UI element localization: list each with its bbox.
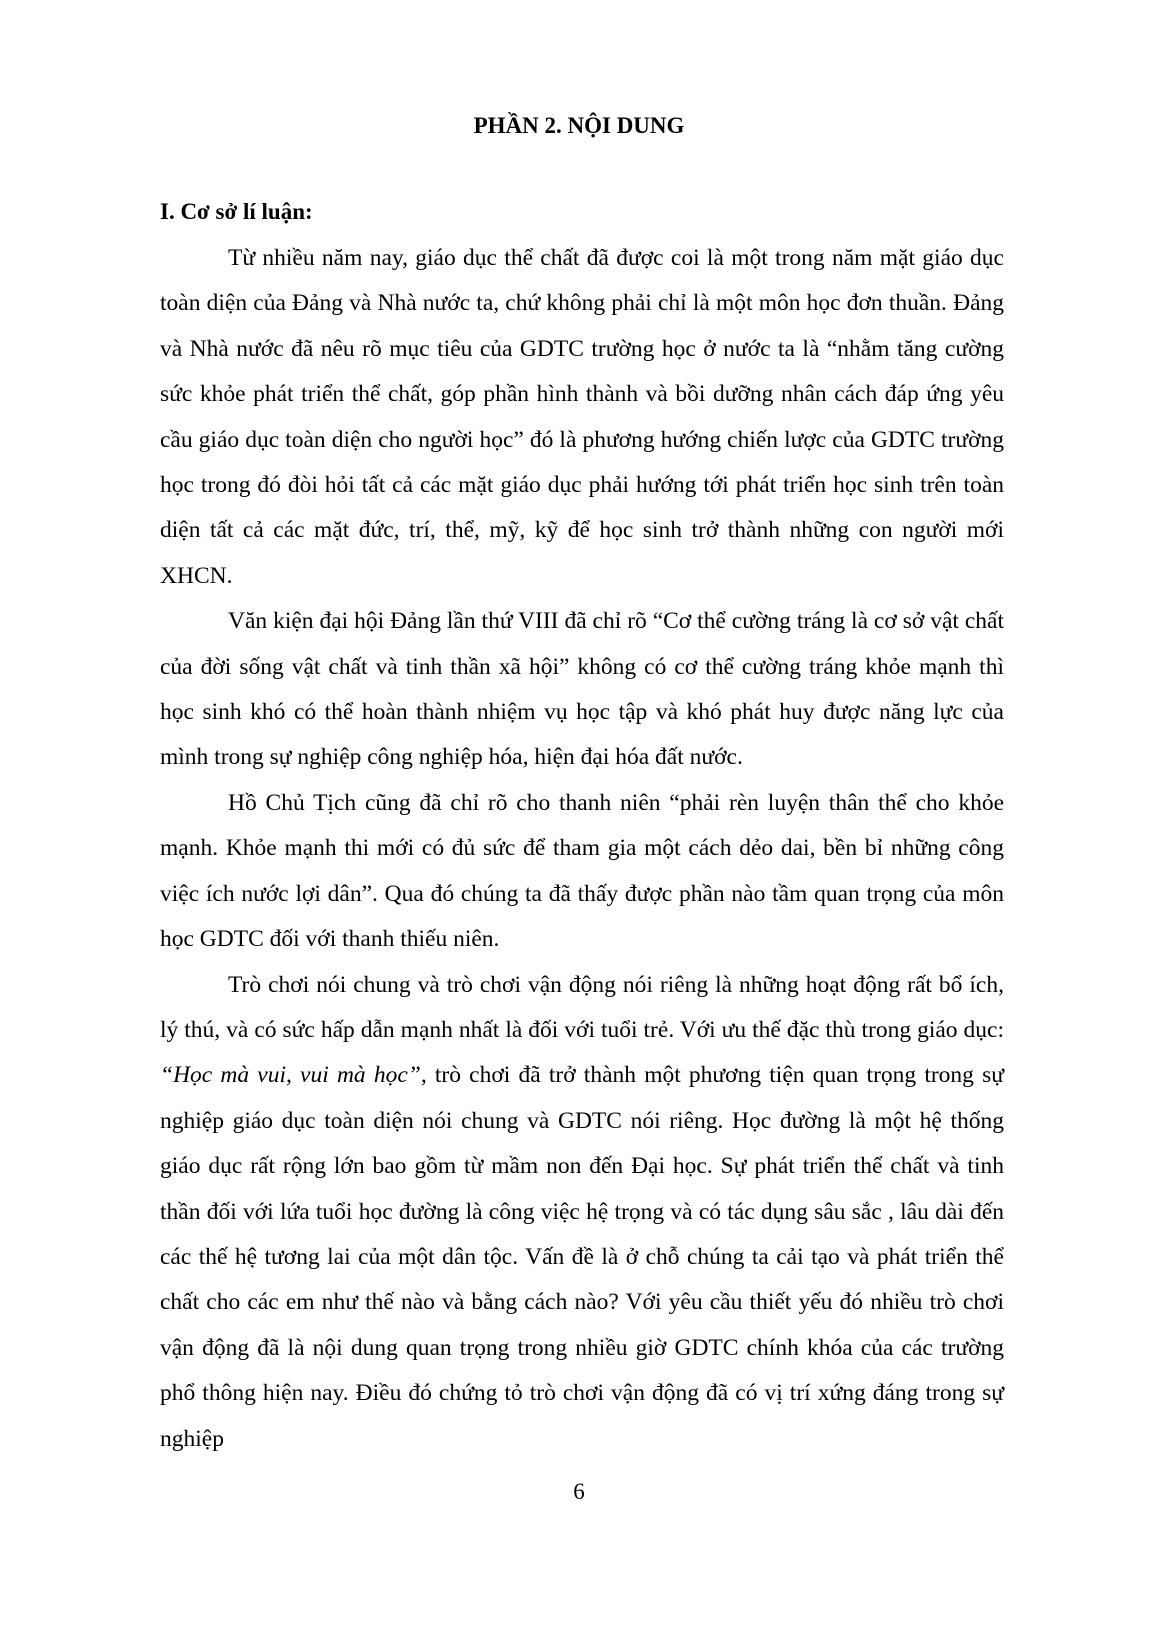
page-number: 6 bbox=[573, 1479, 585, 1504]
paragraph-1: Từ nhiều năm nay, giáo dục thể chất đã được coi là một trong năm mặt giáo dục toàn diện của Đảng và Nhà nước ta, chứ không phải chỉ là một môn học đơn thuần. Đảng và Nhà nước đã nêu rõ mục tiêu của GDTC trường học ở nước ta là “nhằm tăng cường sức khỏe phát triển thể chất, góp phần hình thành và bồi dưỡng nhân cách đáp ứng yêu cầu giáo dục toàn diện cho người học” đó là phương hướng chiến lược của GDTC trường học trong đó đòi hỏi tất cả các mặt giáo dục phải hướng tới phát triển học sinh trên toàn diện tất cả các mặt đức, trí, thể, mỹ, kỹ để học sinh trở thành những con người mới XHCN. bbox=[160, 245, 1004, 589]
page-title: PHẦN 2. NỘI DUNG bbox=[473, 113, 685, 138]
paragraph-4-text-before: Trò chơi nói chung và trò chơi vận động nói riêng là những hoạt động rất bổ ích, lý thú, và có sức hấp dẫn mạnh nhất là đối với tuổi trẻ. Với ưu thế đặc thù trong giáo dục: bbox=[160, 971, 1004, 1043]
paragraph-4-emphasis: “Học mà vui, vui mà học”, bbox=[160, 1062, 427, 1089]
section-heading: I. Cơ sở lí luận: bbox=[160, 199, 313, 224]
paragraph-2: Văn kiện đại hội Đảng lần thứ VIII đã chỉ rõ “Cơ thể cường tráng là cơ sở vật chất của đời sống vật chất và tinh thần xã hội” không có cơ thể cường tráng khỏe mạnh thì học sinh khó có thể hoàn thành nhiệm vụ học tập và khó phát huy được năng lực của mình trong sự nghiệp công nghiệp hóa, hiện đại hóa đất nước. bbox=[160, 608, 1004, 771]
paragraph-4-text-after: trò chơi đã trở thành một phương tiện quan trọng trong sự nghiệp giáo dục toàn diện nói chung và GDTC nói riêng. Học đường là một hệ thống giáo dục rất rộng lớn bao gồm từ mầm non đến Đại học. Sự phát triển thể chất và tinh thần đối với lứa tuổi học đường là công việc hệ trọng và có tác dụng sâu sắc , lâu dài đến các thế hệ tương lai của một dân tộc. Vấn đề là ở chỗ chúng ta cải tạo và phát triển thể chất cho các em như thế nào và bằng cách nào? Với yêu cầu thiết yếu đó nhiều trò chơi vận động đã là nội dung quan trọng trong nhiều giờ GDTC chính khóa của các trường phổ thông hiện nay. Điều đó chứng tỏ trò chơi vận động đã có vị trí xứng đáng trong sự nghiệp bbox=[160, 1062, 1004, 1452]
paragraph-3: Hồ Chủ Tịch cũng đã chỉ rõ cho thanh niên “phải rèn luyện thân thể cho khỏe mạnh. Khỏe mạnh thi mới có đủ sức để tham gia một cách dẻo dai, bền bỉ những công việc ích nước lợi dân”. Qua đó chúng ta đã thấy được phần nào tầm quan trọng của môn học GDTC đối với thanh thiếu niên. bbox=[160, 789, 1004, 953]
body-text bbox=[160, 236, 1004, 1462]
paragraph-4 bbox=[160, 963, 1004, 1462]
